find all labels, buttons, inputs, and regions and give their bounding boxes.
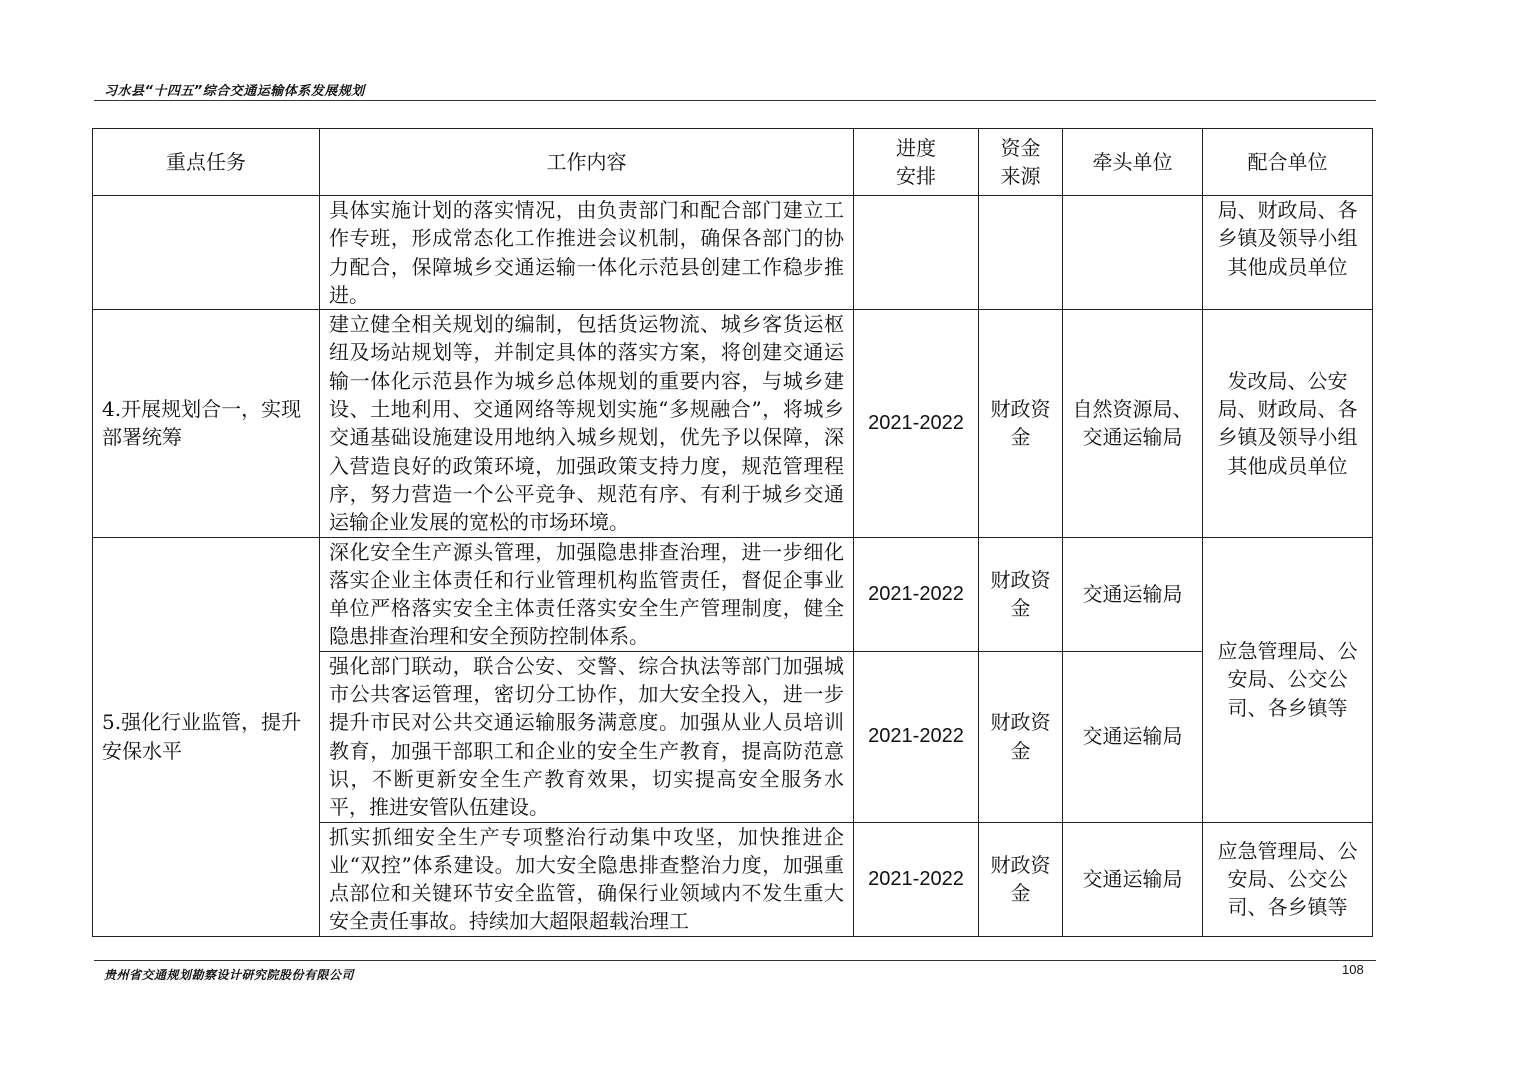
lead-cell: 交通运输局 xyxy=(1063,822,1203,936)
footer-company: 贵州省交通规划勘察设计研究院股份有限公司 xyxy=(104,968,355,982)
column-header-partners: 配合单位 xyxy=(1203,129,1373,196)
task-cell: 4.开展规划合一，实现部署统筹 xyxy=(93,310,320,537)
content-cell: 深化安全生产源头管理，加强隐患排查治理，进一步细化落实企业主体责任和行业管理机构监管责任，督促企事业单位严格落实安全主体责任落实安全生产管理制度，健全隐患排查治理和安全预防控制体系。 xyxy=(320,537,854,651)
lead-cell: 自然资源局、交通运输局 xyxy=(1063,310,1203,537)
partners-cell: 应急管理局、公安局、公交公司、各乡镇等 xyxy=(1203,822,1373,936)
column-header-schedule xyxy=(854,129,979,196)
table-row xyxy=(93,196,1373,310)
schedule-cell: 2021-2022 xyxy=(854,651,979,822)
task-cell: 5.强化行业监管，提升安保水平 xyxy=(93,537,320,936)
footer-rule xyxy=(94,960,1376,961)
content-cell: 建立健全相关规划的编制，包括货运物流、城乡客货运枢纽及场站规划等，并制定具体的落实方案，将创建交通运输一体化示范县作为城乡总体规划的重要内容，与城乡建设、土地利用、交通网络等规划实施“多规融合”，将城乡交通基础设施建设用地纳入城乡规划，优先予以保障，深入营造良好的政策环境，加强政策支持力度，规范管理程序，努力营造一个公平竞争、规范有序、有利于城乡交通运输企业发展的宽松的市场环境。 xyxy=(320,310,854,537)
funding-cell: 财政资金 xyxy=(979,822,1063,936)
column-header-funding-line1: 资金 xyxy=(1000,135,1041,160)
funding-cell xyxy=(979,196,1063,310)
partners-cell: 应急管理局、公安局、公交公司、各乡镇等 xyxy=(1203,537,1373,822)
table-header-row xyxy=(93,129,1373,196)
column-header-funding xyxy=(979,129,1063,196)
document-header-title: 习水县“十四五”综合交通运输体系发展规划 xyxy=(104,84,365,99)
lead-cell xyxy=(1063,196,1203,310)
schedule-cell: 2021-2022 xyxy=(854,822,979,936)
schedule-cell: 2021-2022 xyxy=(854,537,979,651)
schedule-cell: 2021-2022 xyxy=(854,310,979,537)
funding-cell: 财政资金 xyxy=(979,537,1063,651)
content-cell: 具体实施计划的落实情况，由负责部门和配合部门建立工作专班，形成常态化工作推进会议机制，确保各部门的协力配合，保障城乡交通运输一体化示范县创建工作稳步推进。 xyxy=(320,196,854,310)
column-header-task: 重点任务 xyxy=(93,129,320,196)
lead-cell: 交通运输局 xyxy=(1063,537,1203,651)
funding-cell: 财政资金 xyxy=(979,651,1063,822)
column-header-lead: 牵头单位 xyxy=(1063,129,1203,196)
schedule-cell xyxy=(854,196,979,310)
column-header-schedule-line2: 安排 xyxy=(896,164,936,188)
partners-cell: 发改局、公安局、财政局、各乡镇及领导小组其他成员单位 xyxy=(1203,310,1373,537)
table-row xyxy=(93,537,1373,651)
column-header-content: 工作内容 xyxy=(320,129,854,196)
page-number: 108 xyxy=(1342,962,1364,977)
funding-cell: 财政资金 xyxy=(979,310,1063,537)
content-cell: 抓实抓细安全生产专项整治行动集中攻坚，加快推进企业“双控”体系建设。加大安全隐患排查整治力度，加强重点部位和关键环节安全监管，确保行业领域内不发生重大安全责任事故。持续加大超限超载治理工 xyxy=(320,822,854,936)
task-cell xyxy=(93,196,320,310)
lead-cell: 交通运输局 xyxy=(1063,651,1203,822)
content-cell: 强化部门联动，联合公安、交警、综合执法等部门加强城市公共客运管理，密切分工协作，加大安全投入，进一步提升市民对公共交通运输服务满意度。加强从业人员培训教育，加强干部职工和企业的安全生产教育，提高防范意识，不断更新安全生产教育效果，切实提高安全服务水平，推进安管队伍建设。 xyxy=(320,651,854,822)
column-header-funding-line2: 来源 xyxy=(1000,164,1041,188)
column-header-schedule-line1: 进度 xyxy=(896,135,936,160)
task-table xyxy=(92,128,1373,937)
partners-cell: 局、财政局、各乡镇及领导小组其他成员单位 xyxy=(1203,196,1373,310)
table-row xyxy=(93,310,1373,537)
header-rule xyxy=(94,100,1376,101)
